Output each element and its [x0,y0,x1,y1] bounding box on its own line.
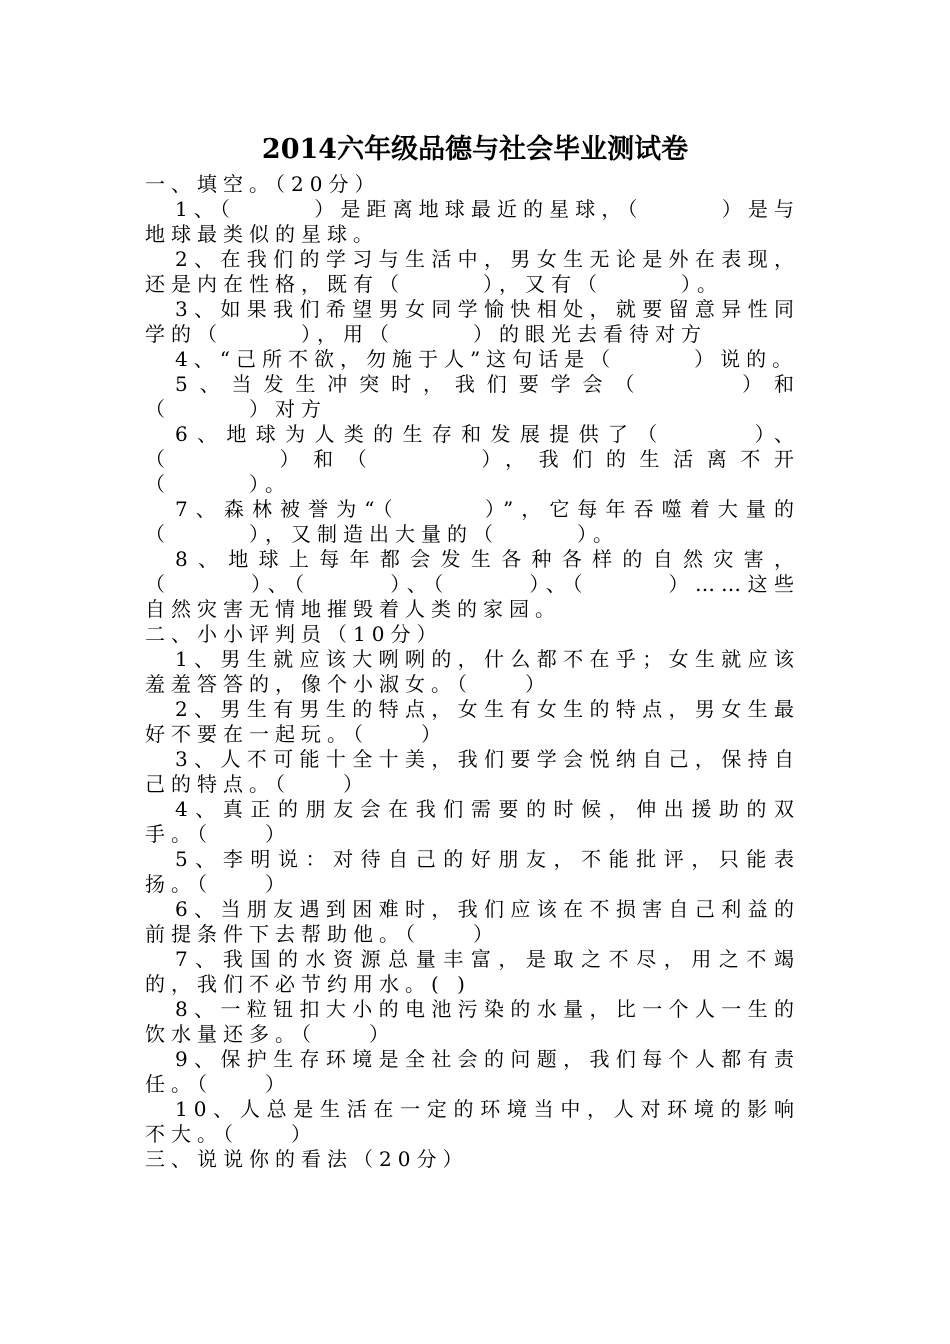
question-item: 3、人不可能十全十美，我们要学会悦纳自己，保持自己的特点。（ ） [145,747,800,796]
question-item: 8、地球上每年都会发生各种各样的自然灾害，（ ）、（ ）、（ ）、（ ）……这些自然灾害无情地摧毁着人类的家园。 [145,547,800,621]
exam-content [145,172,800,1172]
question-item: 8、一粒钮扣大小的电池污染的水量，比一个人一生的饮水量还多。（ ） [145,997,800,1046]
page-title: 2014六年级品德与社会毕业测试卷 [261,134,689,165]
question-item: 9、保护生存环境是全社会的问题，我们每个人都有责任。（ ） [145,1047,800,1096]
question-item: 5、李明说：对待自己的好朋友，不能批评，只能表扬。（ ） [145,847,800,896]
question-item: 10、人总是生活在一定的环境当中，人对环境的影响不大。（ ） [145,1097,800,1146]
question-item: 7、我国的水资源总量丰富，是取之不尽，用之不竭的，我们不必节约用水。( ) [145,947,800,996]
question-item: 5、当发生冲突时，我们要学会（ ）和（ ）对方 [145,372,800,421]
question-item: 6、当朋友遇到困难时，我们应该在不损害自己利益的前提条件下去帮助他。（ ） [145,897,800,946]
question-item: 3、如果我们希望男女同学愉快相处，就要留意异性同学的（ ），用（ ）的眼光去看待对方 [145,297,800,346]
question-item: 2、男生有男生的特点，女生有女生的特点，男女生最好不要在一起玩。（ ） [145,697,800,746]
question-item: 7、森林被誉为“（ ）”，它每年吞噬着大量的（ ），又制造出大量的（ ）。 [145,497,800,546]
question-item: 1、（ ）是距离地球最近的星球，（ ）是与地球最类似的星球。 [145,197,800,246]
section-heading-opinion: 三、说说你的看法（20分） [145,1147,469,1171]
question-item: 4、“己所不欲，勿施于人”这句话是（ ）说的。 [175,347,799,371]
question-item: 4、真正的朋友会在我们需要的时候，伸出援助的双手。（ ） [145,797,800,846]
question-item: 6、地球为人类的生存和发展提供了（ ）、（ ）和（ ），我们的生活离不开（ ）。 [145,422,800,496]
question-item: 2、在我们的学习与生活中，男女生无论是外在表现，还是内在性格，既有（ ），又有（ ）。 [145,247,800,296]
section-heading-fill-blank: 一、填空。（20分） [145,172,381,196]
question-item: 1、男生就应该大咧咧的，什么都不在乎；女生就应该羞羞答答的，像个小淑女。（ ） [145,647,800,696]
section-heading-judge: 二、小小评判员（10分） [145,622,443,646]
